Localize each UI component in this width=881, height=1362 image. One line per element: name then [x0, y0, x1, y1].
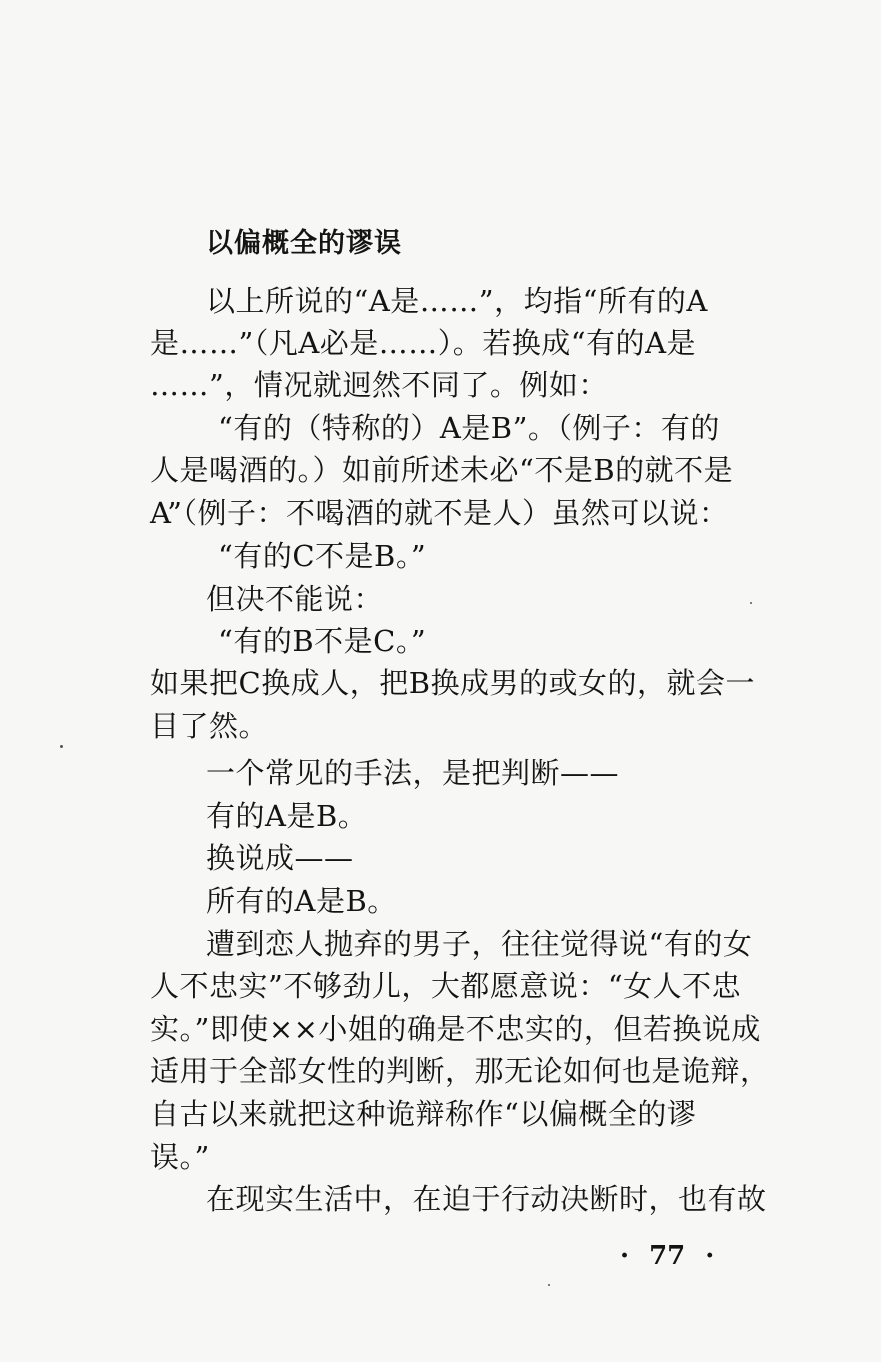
paragraph-line: 误。”	[150, 1140, 210, 1174]
paragraph-line: 换说成——	[206, 841, 354, 875]
paragraph-line: “有的（特称的）A是B”。（例子：有的	[218, 411, 720, 445]
paragraph-line: 是……”（凡A必是……）。若换成“有的A是	[150, 326, 697, 360]
paragraph-line: 目了然。	[150, 709, 269, 743]
paragraph-line: 以上所说的“A是……”，均指“所有的A	[206, 284, 708, 318]
paragraph-line: 一个常见的手法，是把判断——	[206, 756, 620, 790]
scan-speck	[750, 602, 752, 604]
scan-speck	[548, 1284, 550, 1286]
paragraph-line: 遭到恋人抛弃的男子，往往觉得说“有的女	[206, 927, 753, 961]
example-line: “有的C不是B。”	[218, 539, 427, 573]
example-line: 所有的A是B。	[206, 884, 397, 918]
paragraph-line: A”（例子：不喝酒的就不是人）虽然可以说：	[150, 496, 729, 530]
paragraph-line: 人是喝酒的。）如前所述未必“不是B的就不是	[150, 453, 734, 487]
paragraph-line: 在现实生活中，在迫于行动决断时，也有故	[206, 1182, 767, 1216]
section-heading: 以偏概全的谬误	[206, 228, 402, 259]
example-line: “有的B不是C。”	[218, 624, 427, 658]
example-line: 有的A是B。	[206, 799, 368, 833]
paragraph-line: ……”，情况就迥然不同了。例如：	[150, 368, 608, 402]
paragraph-line: 实。”即使××小姐的确是不忠实的，但若换说成	[150, 1012, 761, 1046]
page-number: 77	[649, 1241, 686, 1271]
page-folio	[600, 1236, 734, 1276]
paragraph-line: 人不忠实”不够劲儿，大都愿意说：“女人不忠	[150, 969, 742, 1003]
folio-dot-left: ·	[620, 1241, 630, 1271]
scan-speck	[60, 745, 63, 748]
paragraph-line: 如果把C换成人，把B换成男的或女的，就会一	[150, 666, 756, 700]
paragraph-line: 但决不能说：	[206, 582, 384, 616]
paragraph-line: 自古以来就把这种诡辩称作“以偏概全的谬	[150, 1097, 697, 1131]
folio-dot-right: ·	[705, 1241, 715, 1271]
paragraph-line: 适用于全部女性的判断，那无论如何也是诡辩，	[150, 1054, 770, 1088]
